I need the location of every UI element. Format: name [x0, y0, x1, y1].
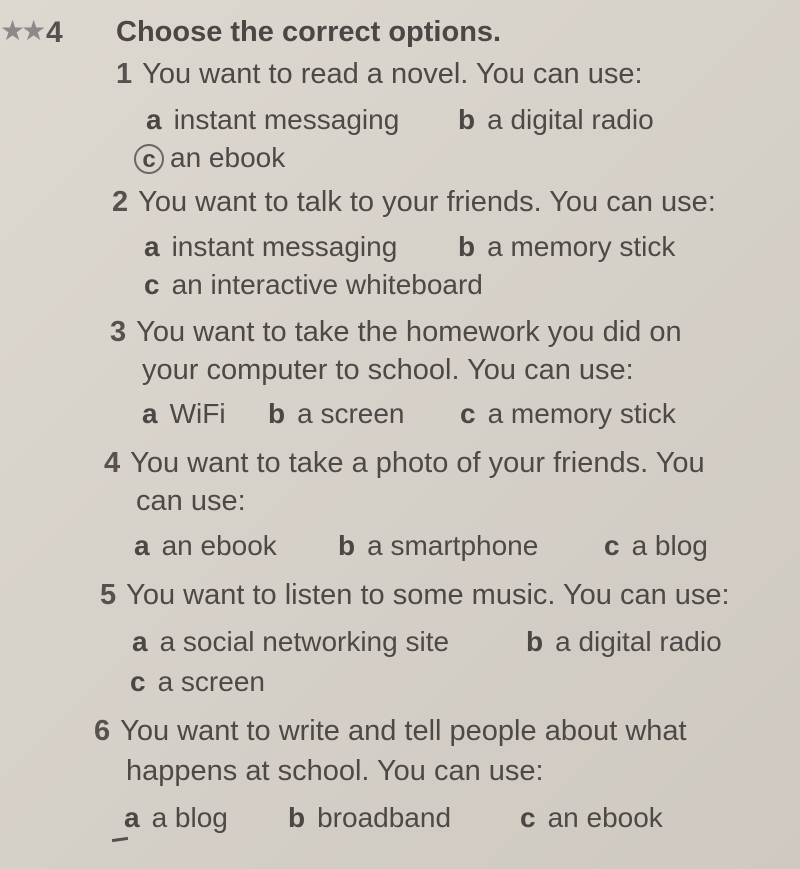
- option-text: an ebook: [161, 530, 277, 561]
- question-2: [112, 182, 716, 222]
- option-2a[interactable]: [144, 231, 397, 263]
- option-letter: c: [144, 269, 160, 300]
- option-letter: b: [338, 530, 356, 561]
- question-text-line-2: happens at school. You can use:: [126, 755, 544, 787]
- pencil-mark: [112, 837, 128, 842]
- question-number: 4: [104, 447, 121, 479]
- option-4a[interactable]: [134, 530, 277, 562]
- option-letter: c: [520, 802, 536, 833]
- option-text: a memory stick: [487, 398, 676, 429]
- option-letter: b: [458, 104, 476, 135]
- option-text: a screen: [157, 666, 265, 697]
- option-text: a social networking site: [159, 626, 450, 657]
- option-6a[interactable]: [124, 802, 228, 834]
- option-2c[interactable]: [144, 269, 483, 301]
- question-text-line-2: can use:: [136, 485, 246, 517]
- option-letter: a: [132, 626, 148, 657]
- exercise-instruction: Choose the correct options.: [116, 16, 502, 48]
- option-letter: b: [288, 802, 306, 833]
- option-4b[interactable]: [338, 530, 538, 562]
- question-text: You want to talk to your friends. You can use:: [138, 186, 716, 218]
- question-number: 3: [110, 316, 127, 348]
- question-3-line-2: [142, 350, 634, 390]
- option-letter: b: [526, 626, 544, 657]
- option-text: a blog: [631, 530, 708, 561]
- question-number: 5: [100, 579, 117, 611]
- option-5c[interactable]: [130, 666, 265, 698]
- option-text: a memory stick: [487, 231, 676, 262]
- option-letter: a: [146, 104, 162, 135]
- option-4c[interactable]: [604, 530, 708, 562]
- option-letter: a: [142, 398, 158, 429]
- question-3: [110, 312, 682, 352]
- exercise-number: 4: [46, 16, 63, 49]
- option-text: an ebook: [170, 142, 286, 173]
- option-letter: c: [130, 666, 146, 697]
- option-text: WiFi: [169, 398, 226, 429]
- option-text: instant messaging: [171, 231, 398, 262]
- question-6: [94, 711, 687, 751]
- option-letter: b: [268, 398, 286, 429]
- option-letter: a: [134, 530, 150, 561]
- option-3a[interactable]: [142, 398, 226, 430]
- question-number: 2: [112, 186, 129, 218]
- question-text-line-1: You want to take a photo of your friends. You: [130, 447, 705, 479]
- option-1c-selected[interactable]: [134, 142, 285, 174]
- question-text: You want to listen to some music. You can use:: [126, 579, 730, 611]
- option-6c[interactable]: [520, 802, 663, 834]
- option-text: an interactive whiteboard: [171, 269, 483, 300]
- option-1b[interactable]: [458, 104, 654, 136]
- option-letter: b: [458, 231, 476, 262]
- option-3c[interactable]: [460, 398, 676, 430]
- question-text-line-1: You want to write and tell people about what: [120, 715, 687, 747]
- question-6-line-2: [126, 751, 544, 791]
- answer-circle: c: [134, 144, 164, 174]
- option-text: a digital radio: [487, 104, 654, 135]
- question-number: 1: [116, 58, 133, 90]
- option-2b[interactable]: [458, 231, 675, 263]
- option-letter: c: [460, 398, 476, 429]
- question-4: [104, 443, 705, 483]
- option-3b[interactable]: [268, 398, 405, 430]
- question-text-line-1: You want to take the homework you did on: [136, 316, 682, 348]
- option-letter: a: [124, 802, 140, 833]
- option-text: a smartphone: [367, 530, 539, 561]
- option-letter: c: [604, 530, 620, 561]
- question-text: You want to read a novel. You can use:: [142, 58, 643, 90]
- option-6b[interactable]: [288, 802, 451, 834]
- question-1: [116, 54, 643, 94]
- question-5: [100, 575, 730, 615]
- option-text: a screen: [297, 398, 405, 429]
- option-text: an ebook: [547, 802, 663, 833]
- option-5b[interactable]: [526, 626, 722, 658]
- option-text: a digital radio: [555, 626, 722, 657]
- option-letter: a: [144, 231, 160, 262]
- question-number: 6: [94, 715, 111, 747]
- difficulty-stars: ★★: [0, 15, 43, 46]
- question-text-line-2: your computer to school. You can use:: [142, 354, 634, 386]
- option-text: instant messaging: [173, 104, 400, 135]
- option-text: broadband: [317, 802, 452, 833]
- option-text: a blog: [151, 802, 228, 833]
- option-5a[interactable]: [132, 626, 449, 658]
- option-1a[interactable]: [146, 104, 399, 136]
- question-4-line-2: [136, 481, 246, 521]
